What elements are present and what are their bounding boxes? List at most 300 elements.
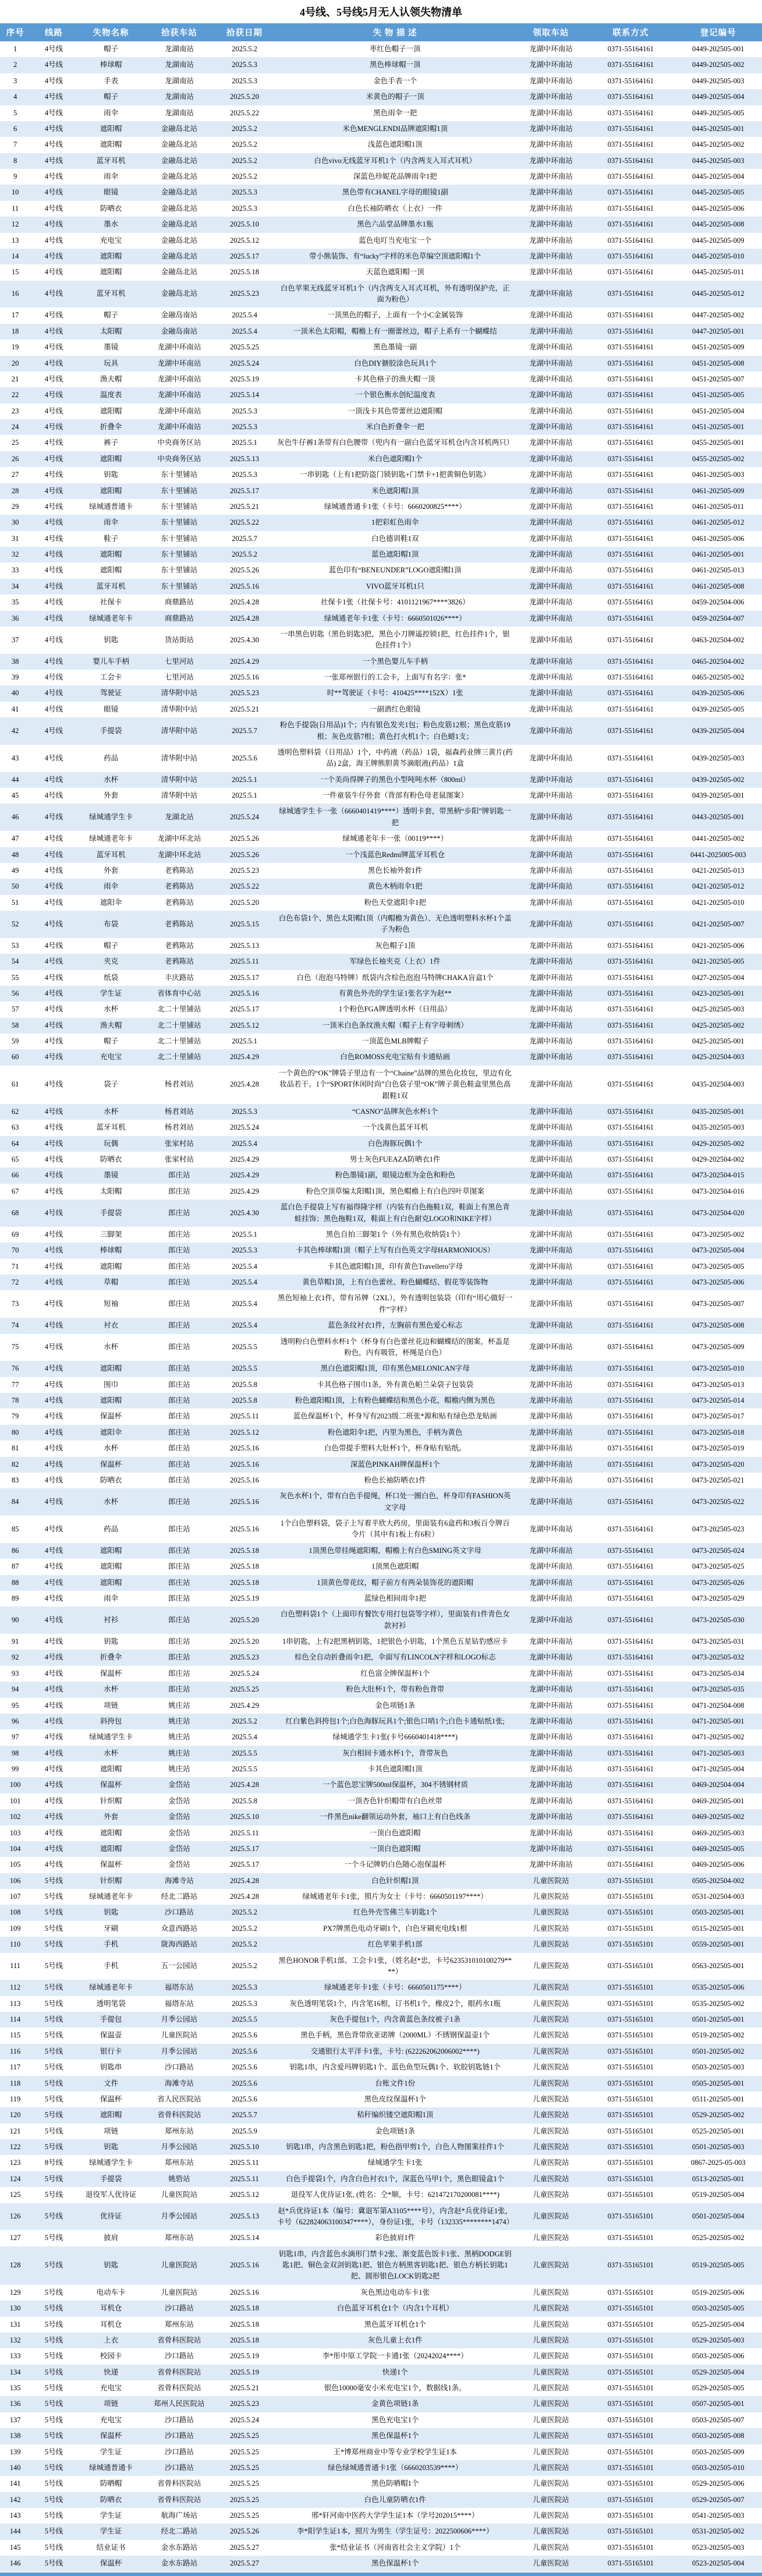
- table-cell: 42: [11, 726, 19, 735]
- table-cell: 2025.5.5: [232, 2015, 257, 2023]
- table-cell: 棒球帽: [100, 61, 122, 69]
- table-cell: 5号线: [44, 2126, 63, 2135]
- table-cell: 0529-202505-006: [692, 2479, 745, 2488]
- table-cell: 龙湖中环南站: [529, 813, 573, 822]
- table-row: [0, 1857, 762, 1873]
- table-row: [0, 1980, 762, 1995]
- table-cell: 2025.5.26: [230, 834, 260, 843]
- table-cell: 龙湖中环南站: [529, 359, 573, 367]
- table-cell: 龙湖中环南站: [529, 1562, 573, 1571]
- table-cell: 龙湖中环南站: [529, 1685, 573, 1694]
- table-cell: 0473-202505-035: [692, 1685, 745, 1694]
- table-cell: 0441-202505-002: [692, 834, 745, 843]
- table-cell: 龙湖中环南站: [529, 566, 573, 575]
- table-cell: 0439-202505-002: [692, 775, 745, 784]
- table-cell: “CASNO”品牌灰色水杯1个: [352, 1107, 438, 1116]
- table-cell: 36: [11, 614, 19, 622]
- table-row: [0, 1290, 762, 1318]
- table-cell: 0371-55165101: [607, 2288, 654, 2297]
- table-cell: 龙湖中环南站: [529, 1733, 573, 1742]
- table-cell: 0421-202505-005: [692, 957, 745, 966]
- table-cell: 灰色儿童上衣1件: [367, 2336, 423, 2344]
- table-cell: 0371-55164161: [607, 1828, 654, 1837]
- table-cell: 0371-55164161: [607, 470, 654, 479]
- table-cell: 0371-55164161: [607, 1796, 654, 1805]
- table-cell: 彩色披肩1件: [375, 2234, 416, 2242]
- table-row: [0, 1361, 762, 1377]
- table-cell: 2025.5.24: [230, 813, 260, 822]
- table-cell: 0371-55165101: [607, 1940, 654, 1949]
- table-cell: 110: [10, 1940, 21, 1949]
- table-cell: 郎庄站: [168, 1578, 190, 1587]
- table-cell: 0371-55164161: [607, 1246, 654, 1255]
- table-cell: 灰色牛仔裤1条带有白色腰带（兜内有一副白色蓝牙耳机仓内含耳机两只）: [277, 438, 514, 447]
- table-cell: 东十里铺站: [161, 550, 198, 558]
- table-cell: 4号线: [44, 882, 63, 891]
- table-cell: 米色MENGLENDI品牌遮阳帽1顶: [342, 124, 448, 133]
- table-cell: 0463-202504-002: [692, 635, 745, 644]
- table-cell: 2025.5.1: [232, 791, 257, 799]
- table-cell: 米白色折叠伞一把: [366, 423, 424, 431]
- table-cell: 5号线: [44, 2191, 63, 2199]
- table-cell: 2025.5.16: [230, 1475, 260, 1484]
- table-row: [0, 515, 762, 530]
- table-cell: 5号线: [44, 2111, 63, 2119]
- table-cell: 0371-55164161: [607, 705, 654, 713]
- table-cell: 0439-202505-006: [692, 689, 745, 698]
- table-cell: 2025.5.12: [230, 1428, 260, 1436]
- table-row: [0, 2492, 762, 2508]
- table-cell: 2025.5.13: [230, 2212, 260, 2221]
- table-cell: 龙湖中环南站: [529, 220, 573, 229]
- table-cell: 一个黑色婴儿车手柄: [362, 657, 428, 666]
- table-cell: 5号线: [44, 1924, 63, 1933]
- table-cell: 黑色保温杯1个: [371, 2559, 419, 2568]
- table-cell: 2025.5.19: [230, 2352, 260, 2361]
- table-cell: 4号线: [44, 1428, 63, 1436]
- table-cell: 保温杯: [100, 1860, 122, 1869]
- table-cell: 郎庄站: [168, 1615, 190, 1624]
- table-cell: 0425-202505-002: [692, 1021, 745, 1029]
- table-cell: 0371-55164161: [607, 1380, 654, 1389]
- table-cell: 4号线: [44, 705, 63, 713]
- table-cell: 4号线: [44, 1208, 63, 1217]
- table-cell: 优待证: [100, 2212, 122, 2221]
- table-cell: 龙湖中环南站: [157, 406, 201, 415]
- table-cell: 2025.5.2: [232, 550, 257, 558]
- table-cell: 0371-55165101: [607, 2352, 654, 2361]
- table-cell: 4号线: [44, 374, 63, 383]
- table-cell: 4号线: [44, 61, 63, 69]
- table-cell: 2025.5.2: [232, 124, 257, 133]
- table-cell: 2025.4.28: [230, 1876, 260, 1885]
- table-cell: 0529-202505-007: [692, 2495, 745, 2504]
- table-cell: 儿童医院站: [533, 2495, 569, 2504]
- table-cell: 0371-55164161: [607, 1813, 654, 1821]
- table-cell: 龙湖中环南站: [529, 1813, 573, 1821]
- table-cell: 0371-55164161: [607, 454, 654, 463]
- table-cell: 龙湖中环南站: [529, 1021, 573, 1029]
- table-cell: 龙湖中环南站: [529, 1246, 573, 1255]
- table-cell: 2025.5.6: [232, 2094, 257, 2103]
- table-cell: 粉色大肚杯1个，带有粉色背带: [346, 1685, 445, 1694]
- table-cell: 0371-55164161: [607, 1546, 654, 1555]
- table-cell: 18: [11, 327, 19, 335]
- table-cell: 钥匙1串，内含爱玛牌钥匙1个、蓝色鱼型玩偶1个、软胶钥匙链1个: [289, 2063, 501, 2072]
- table-cell: 退役军人优待证: [85, 2191, 137, 2199]
- table-cell: 0449-202505-005: [692, 108, 745, 117]
- table-row: [0, 2333, 762, 2348]
- table-row: [0, 249, 762, 264]
- table-cell: 省骨科医院站: [157, 2336, 201, 2344]
- table-cell: 0529-202505-005: [692, 2384, 745, 2392]
- table-cell: 0371-55164161: [607, 1278, 654, 1286]
- table-cell: 0371-55164161: [607, 866, 654, 875]
- table-cell: 65: [11, 1155, 19, 1163]
- table-row: [0, 1018, 762, 1034]
- table-cell: 0371-55165101: [607, 2159, 654, 2167]
- table-cell: 0371-55164161: [607, 502, 654, 511]
- table-cell: 0371-55164161: [607, 1749, 654, 1757]
- table-cell: 0371-55164161: [607, 1021, 654, 1029]
- table-cell: 5号线: [44, 2143, 63, 2151]
- table-cell: 2025.5.4: [232, 311, 257, 320]
- table-cell: 白色（泡泡马特牌）纸袋内含棕色泡泡马特牌CHAKA盲盒1个: [296, 973, 494, 982]
- table-cell: 0473-202505-031: [692, 1637, 745, 1646]
- table-cell: 2025.4.28: [230, 614, 260, 622]
- table-cell: 雨伞: [104, 172, 119, 181]
- table-cell: 71: [11, 1262, 19, 1271]
- table-cell: 2025.4.28: [230, 1080, 260, 1089]
- table-cell: 4号线: [44, 753, 63, 762]
- table-cell: 2025.5.19: [230, 1594, 260, 1602]
- table-row: [0, 2012, 762, 2027]
- table-row: [0, 1761, 762, 1777]
- table-cell: 郎庄站: [168, 1230, 190, 1239]
- table-cell: 龙湖中环南站: [529, 1578, 573, 1587]
- table-cell: 20: [11, 359, 19, 367]
- table-cell: 龙湖北站: [164, 813, 194, 822]
- table-cell: 0371-55164161: [607, 156, 654, 165]
- table-cell: 82: [11, 1460, 19, 1469]
- table-cell: 校园卡: [100, 2352, 122, 2361]
- table-cell: 遮阳伞: [100, 1428, 122, 1436]
- table-cell: 15: [11, 268, 19, 277]
- table-cell: 130: [9, 2304, 21, 2313]
- table-cell: 22: [11, 391, 19, 399]
- table-cell: 项链: [104, 1701, 119, 1710]
- table-cell: 龙湖中环南站: [529, 957, 573, 966]
- table-cell: 0473-202505-025: [692, 1562, 745, 1571]
- table-cell: 131: [9, 2320, 21, 2329]
- table-cell: 帽子: [104, 941, 119, 950]
- table-cell: 0371-55165101: [607, 2415, 654, 2424]
- table-cell: 粉色空顶草编太阳帽1顶，黑色帽檐上有白色四叶草图案: [306, 1187, 484, 1195]
- table-cell: 0529-202505-003: [692, 2336, 745, 2344]
- table-cell: 5号线: [44, 2415, 63, 2424]
- table-cell: 136: [9, 2400, 21, 2408]
- table-cell: 0507-202505-001: [692, 2400, 745, 2408]
- table-cell: 遮阳帽: [100, 252, 122, 260]
- table-cell: 黑色手柄，黑色背带欣亚诺牌（2000ML）不锈钢保温壶1个: [300, 2031, 490, 2040]
- table-cell: 4号线: [44, 343, 63, 352]
- table-row: [0, 2508, 762, 2524]
- table-cell: 2025.5.26: [230, 2527, 260, 2536]
- table-cell: 90: [11, 1615, 19, 1624]
- table-cell: 0371-55164161: [607, 45, 654, 53]
- table-cell: 85: [11, 1524, 19, 1533]
- table-cell: 0523-202505-003: [692, 2543, 745, 2552]
- table-row: [0, 954, 762, 969]
- table-cell: 金融岛北站: [161, 140, 198, 149]
- table-cell: 23: [11, 406, 19, 415]
- table-cell: 37: [11, 635, 19, 644]
- table-cell: 0461-202505-009: [692, 486, 745, 495]
- table-cell: 2025.5.3: [232, 61, 257, 69]
- table-cell: 0473-202505-021: [692, 1475, 745, 1484]
- table-cell: 0473-202505-013: [692, 1380, 745, 1389]
- table-cell: 0371-55164161: [607, 1475, 654, 1484]
- table-cell: 0371-55164161: [607, 1733, 654, 1742]
- table-cell: 儿童医院站: [533, 2015, 569, 2023]
- table-cell: 0505-202505-001: [692, 2079, 745, 2087]
- table-row: [0, 1393, 762, 1409]
- table-cell: 龙湖中环南站: [529, 791, 573, 799]
- table-cell: 遮阳帽: [100, 2111, 122, 2119]
- table-cell: 121: [9, 2126, 21, 2135]
- table-row: [0, 1591, 762, 1607]
- table-cell: 儿童医院站: [533, 1962, 569, 1970]
- table-cell: 东十里铺站: [161, 566, 198, 575]
- table-cell: 4号线: [44, 1262, 63, 1271]
- table-row: [0, 1334, 762, 1361]
- table-row: [0, 1698, 762, 1714]
- table-cell: 一顶黑色的帽子，上面有一个小C金属装饰: [327, 311, 463, 320]
- table-row: [0, 531, 762, 547]
- table-cell: 金水东路站: [161, 2559, 198, 2568]
- table-cell: 2025.5.24: [230, 2415, 260, 2424]
- table-cell: 132: [9, 2336, 21, 2344]
- table-cell: 73: [11, 1300, 19, 1308]
- table-cell: 省骨科医院站: [157, 2384, 201, 2392]
- table-cell: 87: [11, 1562, 19, 1571]
- table-cell: 龙湖南站: [164, 76, 194, 85]
- table-cell: 0867-2025-05-003: [690, 2159, 746, 2167]
- table-cell: 2025.5.11: [230, 957, 259, 966]
- table-cell: 龙湖中环南站: [529, 1155, 573, 1163]
- table-cell: 84: [11, 1497, 19, 1506]
- table-cell: 88: [11, 1578, 19, 1587]
- table-cell: 社保卡1张（社保卡号：4101121967****3826）: [320, 598, 470, 607]
- table-cell: 0371-55164161: [607, 1637, 654, 1646]
- table-cell: 47: [11, 834, 19, 843]
- table-cell: 4号线: [44, 156, 63, 165]
- table-cell: 5号线: [44, 2368, 63, 2376]
- table-cell: 眼镜: [104, 705, 119, 713]
- table-cell: 0519-202505-006: [692, 2288, 745, 2297]
- table-cell: 2025.4.29: [230, 1187, 260, 1195]
- table-cell: 4号线: [44, 791, 63, 799]
- table-cell: 龙湖中环南站: [529, 1428, 573, 1436]
- table-cell: 0427-202505-004: [692, 973, 745, 982]
- table-row: [0, 419, 762, 435]
- table-cell: 白色vivo无线蓝牙耳机1个（内含两支入耳式耳机）: [314, 156, 476, 165]
- table-row: [0, 339, 762, 355]
- table-cell: 0371-55164161: [607, 1080, 654, 1089]
- table-cell: 黑色HONOR手机1部、工会卡1张，（姓名赵*忠，卡号623531010100279****）: [278, 1956, 512, 1976]
- table-cell: 儿童医院站: [533, 2191, 569, 2199]
- table-cell: 中央商务区站: [157, 454, 201, 463]
- table-cell: 4号线: [44, 1171, 63, 1180]
- table-cell: 0371-55165101: [607, 2047, 654, 2055]
- table-cell: 月季公园站: [161, 2143, 198, 2151]
- table-cell: 男士灰色FUEAZA防晒衣1件: [349, 1155, 441, 1163]
- table-cell: 0371-55164161: [607, 882, 654, 891]
- table-cell: 手机: [104, 1940, 119, 1949]
- table-cell: 96: [11, 1717, 19, 1725]
- table-cell: 水杯: [104, 1005, 119, 1014]
- table-cell: 0371-55165101: [607, 1999, 654, 2008]
- table-cell: 白色塑料袋1个（上面印有餐饮专用打包袋等字样），里面装有1件青色女款衬衫: [280, 1610, 510, 1630]
- table-cell: 2025.5.27: [230, 2559, 260, 2568]
- table-cell: 134: [9, 2368, 21, 2376]
- table-cell: 4号线: [44, 566, 63, 575]
- table-cell: 0371-55164161: [607, 1155, 654, 1163]
- table-cell: 4号线: [44, 502, 63, 511]
- table-cell: 0473-202505-020: [692, 1460, 745, 1469]
- table-cell: 70: [11, 1246, 19, 1255]
- table-cell: 龙湖中环南站: [157, 374, 201, 383]
- table-cell: 0371-55164161: [607, 140, 654, 149]
- table-cell: 水杯: [104, 1444, 119, 1453]
- table-cell: 137: [9, 2415, 21, 2424]
- table-row: [0, 1243, 762, 1258]
- table-cell: 4号线: [44, 657, 63, 666]
- table-cell: 绿城通老年卡: [89, 834, 133, 843]
- table-row: [0, 499, 762, 515]
- table-cell: 0371-55165101: [607, 2368, 654, 2376]
- table-cell: 91: [11, 1637, 19, 1646]
- table-cell: 1个白色塑料袋，袋子上写着平欣大药房，里面装有6盒药和3板百令牌百令片（其中有1板上有6粒）: [280, 1519, 510, 1539]
- table-cell: 水杯: [104, 1749, 119, 1757]
- table-cell: 0461-202505-001: [692, 550, 745, 558]
- table-cell: 2025.5.4: [232, 327, 257, 335]
- table-cell: 沙口路站: [164, 2063, 194, 2072]
- table-cell: 0439-202505-005: [692, 705, 745, 713]
- table-cell: 2025.5.23: [230, 289, 260, 298]
- table-cell: 4号线: [44, 1781, 63, 1789]
- table-cell: 郎庄站: [168, 1637, 190, 1646]
- table-row: [0, 1729, 762, 1745]
- table-cell: 0371-55164161: [607, 919, 654, 928]
- table-cell: 4号线: [44, 1669, 63, 1678]
- table-cell: 5号线: [44, 1940, 63, 1949]
- table-cell: 0371-55164161: [607, 791, 654, 799]
- table-cell: 儿童医院站: [533, 2511, 569, 2520]
- table-cell: 白色针织帽1顶: [371, 1876, 419, 1885]
- table-row: [0, 1104, 762, 1120]
- table-cell: 62: [11, 1107, 19, 1116]
- table-cell: 2025.5.17: [230, 252, 260, 260]
- table-cell: 6: [13, 124, 17, 133]
- table-cell: 4号线: [44, 1701, 63, 1710]
- table-cell: 5号线: [44, 1892, 63, 1901]
- table-cell: 龙湖中环南站: [529, 1828, 573, 1837]
- table-cell: 4号线: [44, 1155, 63, 1163]
- table-cell: 0473-202504-015: [692, 1171, 745, 1180]
- table-cell: 2025.5.11: [230, 2159, 259, 2167]
- table-cell: 146: [9, 2559, 21, 2568]
- table-cell: 张家村站: [164, 1139, 194, 1148]
- column-header: 拾获车站: [145, 23, 214, 41]
- table-cell: 龙湖中环南站: [157, 391, 201, 399]
- table-cell: 0445-202505-005: [692, 188, 745, 197]
- table-cell: 清华附中站: [161, 791, 198, 799]
- table-cell: 4号线: [44, 534, 63, 543]
- table-cell: 2025.5.4: [232, 1278, 257, 1286]
- table-cell: 钥匙: [104, 2143, 119, 2151]
- table-cell: 0371-55165101: [607, 2063, 654, 2072]
- table-cell: 0451-202505-008: [692, 359, 745, 367]
- table-cell: 0451-202505-009: [692, 343, 745, 352]
- table-row: [0, 1746, 762, 1761]
- table-cell: 龙湖中环南站: [529, 93, 573, 101]
- table-cell: 一个蓝色思宝牌500ml保温杯，304不锈钢材质: [322, 1781, 469, 1789]
- table-cell: 0371-55164161: [607, 1594, 654, 1602]
- table-cell: 黑色墨镜一副: [373, 343, 417, 352]
- table-cell: 0461-202505-008: [692, 582, 745, 590]
- table-cell: 裤子: [104, 438, 119, 447]
- table-cell: 郎庄站: [168, 1364, 190, 1373]
- table-cell: 4号线: [44, 140, 63, 149]
- table-cell: 0473-202505-002: [692, 1230, 745, 1239]
- table-cell: 渔夫帽: [100, 1021, 122, 1029]
- table-cell: 0371-55164161: [607, 1562, 654, 1571]
- table-cell: 123: [9, 2159, 21, 2167]
- table-row: [0, 281, 762, 308]
- table-cell: 0455-202505-001: [692, 438, 745, 447]
- table-cell: 4号线: [44, 1321, 63, 1330]
- table-cell: 一顶蓝色MLB牌帽子: [361, 1037, 429, 1045]
- table-cell: 0371-55164161: [607, 898, 654, 907]
- table-cell: 外套: [104, 1813, 119, 1821]
- table-cell: 4号线: [44, 93, 63, 101]
- table-cell: 0559-202505-001: [692, 1940, 745, 1949]
- table-cell: 0371-55164161: [607, 438, 654, 447]
- table-cell: 0469-202505-002: [692, 1813, 745, 1821]
- table-cell: 5号线: [44, 2463, 63, 2472]
- table-cell: 0435-202505-001: [692, 1107, 745, 1116]
- table-cell: 白色苹果无线蓝牙耳机1个（内含两支入耳式耳机，外有透明保护壳，正面为粉色）: [280, 284, 510, 303]
- table-cell: 遮阳帽: [100, 124, 122, 133]
- table-cell: 龙湖中环南站: [529, 423, 573, 431]
- table-cell: 一顶浅卡其色带蕾丝边遮阳帽: [348, 406, 442, 415]
- table-cell: 2025.5.5: [232, 1364, 257, 1373]
- table-cell: 0473-202505-017: [692, 1412, 745, 1421]
- table-cell: 5号线: [44, 2063, 63, 2072]
- table-row: [0, 895, 762, 911]
- table-cell: 披肩: [104, 2234, 119, 2242]
- table-cell: 金岱站: [168, 1828, 190, 1837]
- table-cell: 龙湖中环南站: [529, 289, 573, 298]
- table-cell: 0371-55164161: [607, 1107, 654, 1116]
- table-cell: 药品: [104, 1524, 119, 1533]
- table-cell: 58: [11, 1021, 19, 1029]
- table-row: [0, 804, 762, 831]
- table-cell: 0471-202505-003: [692, 1749, 745, 1757]
- table-cell: 4号线: [44, 1546, 63, 1555]
- table-cell: 50: [11, 882, 19, 891]
